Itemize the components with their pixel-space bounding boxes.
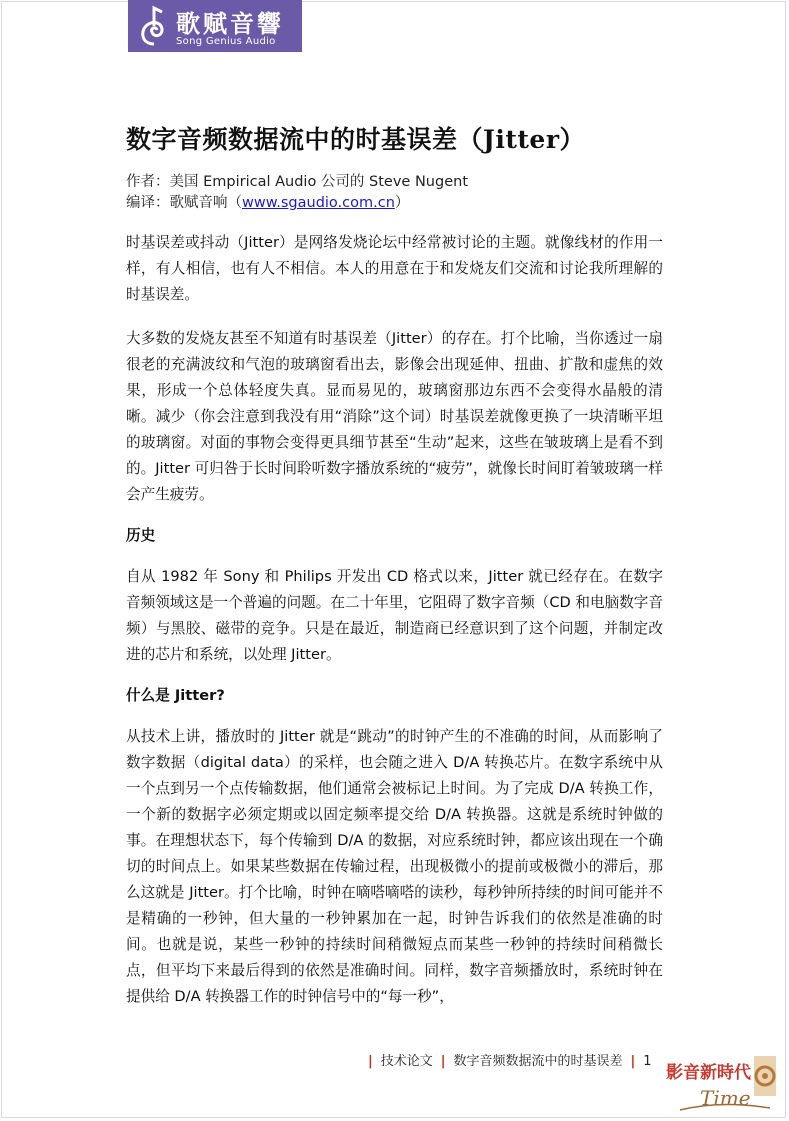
page-number: 1 — [643, 1054, 652, 1069]
footer-separator: | — [440, 1054, 446, 1069]
section-heading-what-is-jitter: 什么是 Jitter? — [126, 687, 225, 704]
swirl-logo-icon — [136, 4, 172, 48]
logo-chinese-name: 歌赋音響 — [176, 9, 284, 38]
footer-doc-title: 数字音频数据流中的时基误差 — [453, 1054, 623, 1069]
footer-separator: | — [368, 1054, 373, 1069]
website-link[interactable]: www.sgaudio.com.cn — [242, 195, 395, 211]
brand-logo — [128, 0, 302, 52]
page-footer — [360, 1050, 652, 1069]
paragraph-what-is-jitter: 从技术上讲，播放时的 Jitter 就是“跳动”的时钟产生的不准确的时间，从而影响了数字数据（digital data）的采样，也会随之进入 D/A 转换芯片。在数字系统中从一个点到另一个点传输数据，他们通常会被标记上时间。为了完成 D/A 转换工作，一个新的数据字必须定期或以固定频率提交给 D/A 转换器。这就是系统时钟做的事。在理想状态下，每个传输到 D/A 的数据，对应系统时钟，都应该出现在一个确切的时间点上。如果某些数据在传输过程，出现极微小的提前或极微小的滞后，那么这就是 Jitter。打个比喻，时钟在嘀嗒嘀嗒的读秒，每秒钟所持续的时间可能并不是精确的一秒钟，但大量的一秒钟累加在一起，时钟告诉我们的依然是准确的时间。也就是说，某些一秒钟的持续时间稍微短点而某些一秒钟的持续时间稍微长点，但平均下来最后得到的依然是准确时间。同样，数字音频播放时，系统时钟在提供给 D/A 转换器工作的时钟信号中的“每一秒”， — [126, 728, 663, 1005]
paragraph-analogy: 大多数的发烧友甚至不知道有时基误差（Jitter）的存在。打个比喻，当你透过一扇很老的充满波纹和气泡的玻璃窗看出去，影像会出现延伸、扭曲、扩散和虚焦的效果，形成一个总体轻度失真。显而易见的，玻璃窗那边东西不会变得水晶般的清晰。减少（你会注意到我没有用“消除”这个词）时基误差就像更换了一块清晰平坦的玻璃窗。对面的事物会变得更具细节甚至“生动”起来，这些在皱玻璃上是看不到的。Jitter 可归咎于长时间聆听数字播放系统的“疲劳”，就像长时间盯着皱玻璃一样会产生疲劳。 — [126, 330, 663, 503]
translator-suffix: ） — [394, 195, 410, 211]
corner-brand-text: 影音新時代 — [666, 1063, 751, 1083]
paragraph-intro: 时基误差或抖动（Jitter）是网络发烧论坛中经常被讨论的主题。就像线材的作用一样，有人相信，也有人不相信。本人的用意在于和发烧友们交流和讨论我所理解的时基误差。 — [126, 234, 663, 303]
footer-separator: | — [630, 1054, 636, 1069]
author-line: 作者：美国 Empirical Audio 公司的 Steve Nugent — [126, 174, 469, 190]
translator-prefix: 编译：歌赋音响（ — [126, 195, 242, 211]
paragraph-history: 自从 1982 年 Sony 和 Philips 开发出 CD 格式以来，Jitter 就已经存在。在数字音频领域这是一个普遍的问题。在二十年里，它阻碍了数字音频（CD 和电脑数字音频）与黑胶、磁带的竞争。只是在最近，制造商已经意识到了这个问题，并制定改进的芯片和系统，以处理 Jitter。 — [126, 568, 663, 663]
footer-category: 技术论文 — [380, 1054, 433, 1069]
translator-line — [126, 191, 686, 212]
logo-english-name: Song Genius Audio — [176, 36, 276, 47]
document-title: 数字音频数据流中的时基误差（Jitter） — [126, 125, 585, 154]
section-heading-history: 历史 — [126, 527, 156, 544]
corner-script-text: Time — [700, 1086, 751, 1110]
